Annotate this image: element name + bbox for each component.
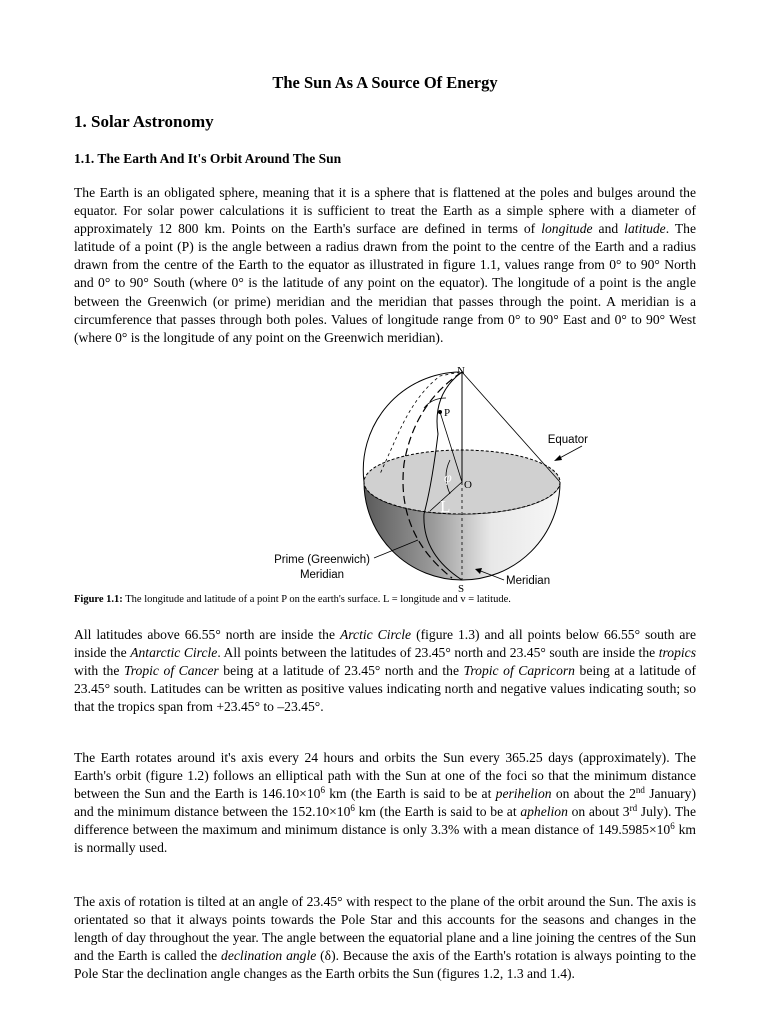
figure-hemisphere xyxy=(264,364,594,594)
term-longitude: longitude xyxy=(541,221,593,237)
figure-caption: Figure 1.1: The longitude and latitude of a point P on the earth's surface. L = longitude and v = latitude. xyxy=(74,594,511,605)
longitude-arc xyxy=(424,398,446,408)
paragraph-earth-sphere: The Earth is an obligated sphere, meaning that it is a sphere that is flattened at the poles and bulges around the equator. For solar power calculations it is sufficient to treat the Earth as a simple sphere with a diameter of approximately 12 800 km. Points on the Earth's surface are defined in terms of longitude and latitude. The latitude of a point (P) is the angle between a radius drawn from the point to the centre of the Earth and a radius drawn from the centre of the Earth to the equator as illustrated in figure 1.1, values range from 0° to 90° North and 0° to 90° South (where 0° is the latitude of any point on the equator). The longitude of a point is the angle between the Greenwich (or prime) meridian and the meridian that passes through the point. A meridian is a circumference that passes through both poles. Values of longitude range from 0° to 90° East and 0° to 90° West (where 0° is the longitude of any point on the Greenwich meridian). xyxy=(74,185,696,345)
label-l: L xyxy=(440,497,451,516)
caption-label: Figure 1.1: xyxy=(74,594,123,605)
document-title: The Sun As A Source Of Energy xyxy=(272,73,498,92)
equator-arrowhead xyxy=(554,455,562,461)
paragraph-latitude-circles: All latitudes above 66.55° north are inside the Arctic Circle (figure 1.3) and all points below 66.55° south are inside the Antarctic Circle. All points between the latitudes of 23.45° north and 23.45° south are inside the tropics with the Tropic of Cancer being at a latitude of 23.45° north and the Tropic of Capricorn being at a latitude of 23.45° south. Latitudes can be written as positive values indicating north and negative values indicating south; so that the tropics span from +23.45° to –23.45°. xyxy=(74,627,697,715)
subsection-heading: 1.1. The Earth And It's Orbit Around The Sun xyxy=(74,151,342,166)
paragraph-axis-tilt: The axis of rotation is tilted at an angle of 23.45° with respect to the plane of the orbit around the Sun. The axis is orientated so that it always points towards the Pole Star and this accounts for the seasons and changes in the length of day throughout the year. The angle between the equatorial plane and a line joining the centres of the Sun and the Earth is called the declination angle (δ). Because the axis of the Earth's rotation is always pointing to the Pole Star the declination angle changes as the Earth orbits the Sun (figures 1.2, 1.3 and 1.4). xyxy=(74,894,696,982)
label-phi: φ xyxy=(444,471,452,486)
label-n: N xyxy=(457,365,465,377)
point-p xyxy=(438,410,442,414)
label-p: P xyxy=(444,407,451,419)
label-meridian: Meridian xyxy=(506,575,551,587)
label-s: S xyxy=(458,583,465,594)
paragraph-earth-orbit: The Earth rotates around it's axis every 24 hours and orbits the Sun every 365.25 days (approximately). The Earth's orbit (figure 1.2) follows an elliptical path with the Sun at one of the foci so that the minimum distance between the Sun and the Earth is $146.10\times 10^6$ km (the Earth is said to be at perihelion on about the 2nd January) and the minimum distance between the $152.10\times 10^6$ km (the Earth is said to be at aphelion on about 3rd July). The difference between the maximum and minimum distance is only 3.3% with a mean distance of $149.5985\times 10^6$ km is normally used. xyxy=(74,750,696,856)
label-equator: Equator xyxy=(547,434,588,446)
term-latitude: latitude xyxy=(624,221,666,237)
label-o: O xyxy=(464,479,472,491)
label-prime-meridian-1: Prime (Greenwich) xyxy=(274,554,370,566)
label-prime-meridian-2: Meridian xyxy=(299,569,345,581)
section-heading: 1. Solar Astronomy xyxy=(74,112,214,131)
